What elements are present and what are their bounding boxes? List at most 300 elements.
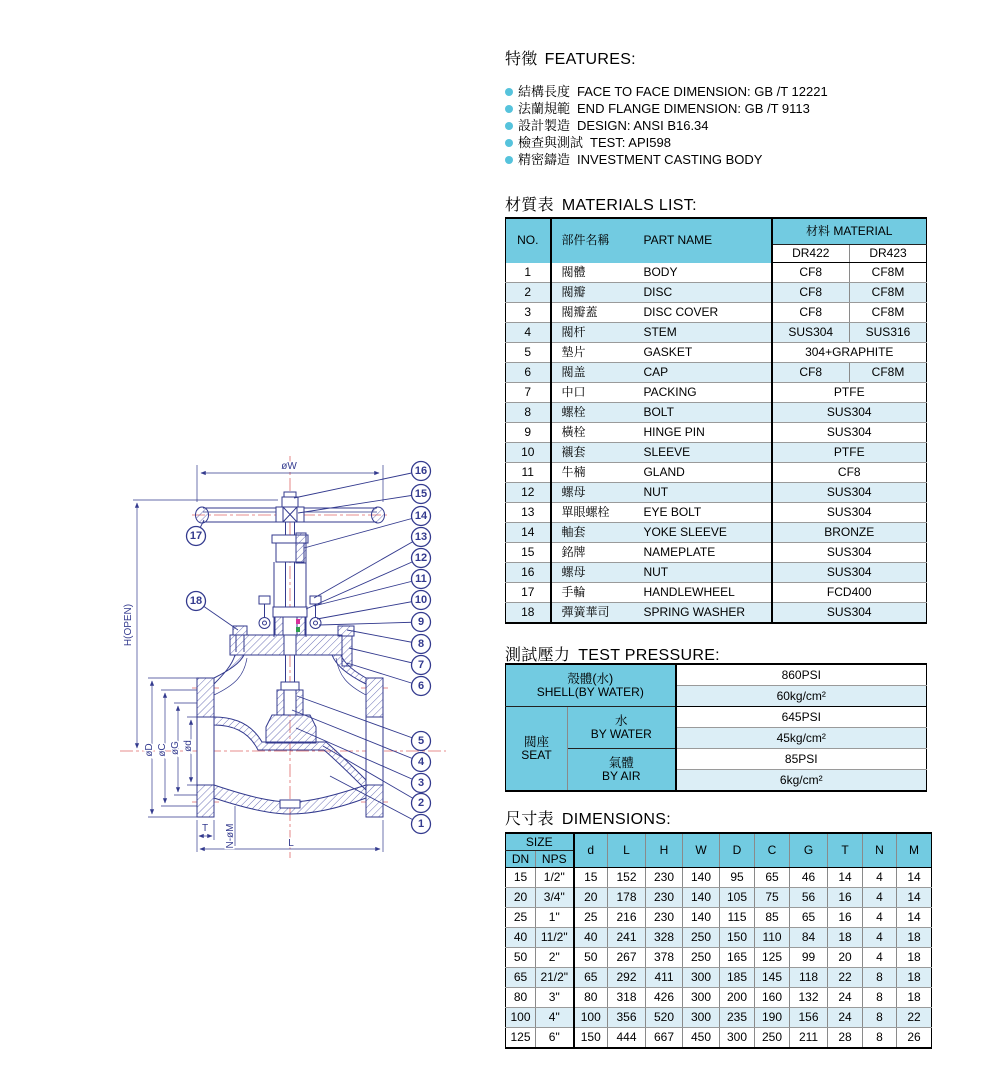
dimension-label-øD: øD (144, 743, 155, 757)
features-list (505, 83, 828, 168)
cell-dim: 20 (828, 948, 863, 968)
cell-dim: 100 (506, 1008, 536, 1028)
svg-text:18: 18 (189, 595, 203, 607)
col-dr423: DR423 (850, 245, 927, 263)
table-row (506, 1028, 932, 1049)
cell-dim: 140 (683, 888, 720, 908)
cell-dim: 426 (646, 988, 683, 1008)
cell-dim: 50 (506, 948, 536, 968)
cell-dim: 4 (863, 888, 897, 908)
dimensions-title-cn: 尺寸表 (505, 811, 554, 828)
callout-balloon-10 (412, 591, 431, 610)
cell-no: 12 (506, 483, 551, 503)
callout-balloon-11 (412, 570, 431, 589)
leader-line (314, 537, 421, 598)
cell-dim: 20 (574, 888, 608, 908)
cell-mat: SUS304 (772, 563, 927, 583)
cell-part: 閥盖 CAP (551, 363, 772, 383)
dimension-label-øW: øW (281, 461, 297, 472)
air-kg: 6kg/cm² (676, 770, 927, 792)
cell-mat: SUS304 (772, 503, 927, 523)
table-row (506, 523, 927, 543)
table-row (506, 283, 927, 303)
svg-text:7: 7 (417, 659, 425, 671)
cell-no: 11 (506, 463, 551, 483)
cell-part: 螺母 NUT (551, 483, 772, 503)
col-dim: D (720, 833, 755, 868)
cell-dim: 56 (790, 888, 828, 908)
table-row (506, 483, 927, 503)
table-row (506, 908, 932, 928)
cell-no: 4 (506, 323, 551, 343)
pressure-title-cn: 測試壓力 (505, 647, 571, 664)
callout-balloon-6 (412, 677, 431, 696)
cell-mat: PTFE (772, 443, 927, 463)
cell-dim: 95 (720, 868, 755, 888)
callout-balloon-3 (412, 774, 431, 793)
cell-dim: 4" (536, 1008, 574, 1028)
cell-dim: 125 (755, 948, 790, 968)
cell-no: 7 (506, 383, 551, 403)
seat-label-cell (506, 707, 568, 792)
feature-item (505, 151, 828, 168)
callout-balloon-2 (412, 794, 431, 813)
cell-no: 15 (506, 543, 551, 563)
cell-dim: 18 (897, 968, 932, 988)
cell-dim: 300 (683, 988, 720, 1008)
table-row (506, 603, 927, 624)
callout-balloon-12 (412, 549, 431, 568)
dimension-label-L: L (288, 838, 294, 849)
cell-dim: 156 (790, 1008, 828, 1028)
cell-part: 銘牌 NAMEPLATE (551, 543, 772, 563)
cell-dim: 22 (828, 968, 863, 988)
leader-line (319, 622, 421, 625)
feature-cn: 結構長度 (518, 84, 571, 99)
features-section (505, 46, 828, 168)
cell-dim: 8 (863, 1008, 897, 1028)
dimension-label-øG: øG (170, 741, 181, 755)
cell-part: 橫栓 HINGE PIN (551, 423, 772, 443)
cell-part: 閥杆 STEM (551, 323, 772, 343)
cell-dim: 241 (608, 928, 646, 948)
leader-line (294, 471, 421, 498)
shell-label-cell (506, 664, 676, 707)
feature-cn: 精密鑄造 (518, 152, 571, 167)
cell-dim: 84 (790, 928, 828, 948)
table-row (506, 888, 932, 908)
cell-dim: 152 (608, 868, 646, 888)
callout-balloon-7 (412, 656, 431, 675)
cell-no: 16 (506, 563, 551, 583)
col-nps: NPS (536, 851, 574, 868)
cell-dim: 3/4" (536, 888, 574, 908)
cell-mat: SUS304 (772, 423, 927, 443)
svg-text:13: 13 (414, 531, 428, 543)
table-row (506, 443, 927, 463)
air-label-en: BY AIR (602, 768, 641, 783)
svg-text:11: 11 (415, 573, 427, 585)
cell-mat2: SUS316 (850, 323, 927, 343)
cell-no: 3 (506, 303, 551, 323)
col-no: NO. (506, 218, 551, 263)
col-size: SIZE (506, 833, 574, 851)
table-row (506, 707, 927, 728)
cell-mat: SUS304 (772, 543, 927, 563)
cell-dim: 18 (897, 988, 932, 1008)
feature-en: DESIGN: ANSI B16.34 (577, 118, 709, 133)
cell-no: 6 (506, 363, 551, 383)
cell-dim: 292 (608, 968, 646, 988)
cell-dim: 2" (536, 948, 574, 968)
cell-dim: 15 (574, 868, 608, 888)
water-label-en: BY WATER (590, 726, 652, 741)
materials-title-en: MATERIALS LIST: (561, 197, 697, 214)
feature-cn: 法蘭規範 (518, 101, 571, 116)
col-dim: W (683, 833, 720, 868)
cell-dim: 22 (897, 1008, 932, 1028)
cell-dim: 328 (646, 928, 683, 948)
features-title (505, 46, 828, 69)
feature-cn: 檢查與測試 (518, 135, 584, 150)
cell-dim: 80 (506, 988, 536, 1008)
table-row (506, 463, 927, 483)
cell-dim: 14 (828, 868, 863, 888)
cell-no: 17 (506, 583, 551, 603)
cell-dim: 40 (574, 928, 608, 948)
pressure-table (505, 663, 927, 792)
cell-no: 13 (506, 503, 551, 523)
leader-line (347, 630, 421, 644)
cell-dim: 24 (828, 988, 863, 1008)
callout-balloon-15 (412, 485, 431, 504)
packing-mark-green (296, 627, 300, 632)
svg-text:16: 16 (414, 465, 428, 477)
cell-dim: 150 (574, 1028, 608, 1049)
cell-mat2: CF8M (850, 363, 927, 383)
feature-item (505, 100, 828, 117)
water-label-cn: 水 (615, 713, 628, 728)
cell-dim: 75 (755, 888, 790, 908)
cell-dim: 250 (683, 928, 720, 948)
cell-mat2: CF8M (850, 263, 927, 283)
water-kg: 45kg/cm² (676, 728, 927, 749)
svg-text:5: 5 (417, 735, 425, 747)
cell-part: 螺母 NUT (551, 563, 772, 583)
table-header-row (506, 833, 932, 851)
svg-text:15: 15 (414, 488, 428, 500)
cell-dim: 11/2" (536, 928, 574, 948)
svg-text:17: 17 (189, 530, 203, 542)
svg-text:8: 8 (417, 638, 425, 650)
col-dim: N (863, 833, 897, 868)
packing-mark-magenta (296, 619, 300, 624)
callout-balloon-18 (187, 592, 206, 611)
cell-dim: 140 (683, 908, 720, 928)
materials-title (505, 192, 697, 215)
cell-dim: 1/2" (536, 868, 574, 888)
leader-line (314, 579, 421, 606)
col-dim: H (646, 833, 683, 868)
cell-dim: 16 (828, 908, 863, 928)
callout-balloon-17 (187, 527, 206, 546)
materials-title-cn: 材質表 (505, 197, 554, 214)
materials-table (505, 217, 927, 624)
cell-dim: 145 (755, 968, 790, 988)
bullet-icon (505, 122, 513, 130)
cell-dim: 14 (897, 888, 932, 908)
cell-part: 閥瓣蓋 DISC COVER (551, 303, 772, 323)
cell-mat1: CF8 (772, 303, 850, 323)
cell-dim: 8 (863, 1028, 897, 1049)
cell-dim: 25 (574, 908, 608, 928)
cell-no: 14 (506, 523, 551, 543)
cell-dim: 250 (683, 948, 720, 968)
table-row (506, 383, 927, 403)
cell-dim: 216 (608, 908, 646, 928)
cell-mat: PTFE (772, 383, 927, 403)
shell-kg: 60kg/cm² (676, 686, 927, 707)
table-row (506, 563, 927, 583)
table-row (506, 749, 927, 770)
cell-dim: 115 (720, 908, 755, 928)
cell-dim: 105 (720, 888, 755, 908)
cell-mat: 304+GRAPHITE (772, 343, 927, 363)
cell-mat: FCD400 (772, 583, 927, 603)
shell-label-cn: 殼體(水) (567, 671, 614, 686)
feature-en: FACE TO FACE DIMENSION: GB /T 12221 (577, 84, 828, 99)
cell-dim: 4 (863, 868, 897, 888)
cell-dim: 26 (897, 1028, 932, 1049)
table-row (506, 303, 927, 323)
dimension-label-N-øM: N-øM (225, 823, 236, 849)
cell-dim: 4 (863, 908, 897, 928)
cell-part: 牛楠 GLAND (551, 463, 772, 483)
cell-dim: 450 (683, 1028, 720, 1049)
callout-balloon-4 (412, 753, 431, 772)
cell-part: 軸套 YOKE SLEEVE (551, 523, 772, 543)
valve-drawing (105, 452, 450, 872)
features-title-cn: 特徵 (505, 51, 538, 68)
leader-line (349, 648, 421, 665)
cell-dim: 150 (720, 928, 755, 948)
cell-dim: 28 (828, 1028, 863, 1049)
col-dn: DN (506, 851, 536, 868)
table-row (506, 664, 927, 686)
cell-dim: 65 (755, 868, 790, 888)
dimension-label-T: T (201, 823, 209, 834)
cell-dim: 18 (828, 928, 863, 948)
cell-dim: 18 (897, 948, 932, 968)
svg-text:4: 4 (417, 756, 425, 768)
col-dim: G (790, 833, 828, 868)
col-dim: M (897, 833, 932, 868)
svg-text:1: 1 (417, 818, 425, 830)
cell-dim: 100 (574, 1008, 608, 1028)
svg-text:12: 12 (414, 552, 428, 564)
svg-text:9: 9 (417, 616, 425, 628)
table-row (506, 543, 927, 563)
svg-text:6: 6 (417, 680, 425, 692)
bullet-icon (505, 139, 513, 147)
cell-mat2: CF8M (850, 303, 927, 323)
col-dim: d (574, 833, 608, 868)
cell-dim: 14 (897, 908, 932, 928)
cell-mat1: CF8 (772, 263, 850, 283)
cell-dim: 14 (897, 868, 932, 888)
cell-dim: 6" (536, 1028, 574, 1049)
table-row (506, 343, 927, 363)
col-dim: C (755, 833, 790, 868)
leader-line (298, 494, 421, 513)
cell-dim: 4 (863, 928, 897, 948)
cell-dim: 178 (608, 888, 646, 908)
callout-balloon-5 (412, 732, 431, 751)
callout-balloon-8 (412, 635, 431, 654)
feature-item (505, 134, 828, 151)
cell-mat1: CF8 (772, 283, 850, 303)
feature-item (505, 83, 828, 100)
cell-dim: 230 (646, 908, 683, 928)
shell-psi: 860PSI (676, 664, 927, 686)
cell-dim: 356 (608, 1008, 646, 1028)
cell-part: 中口 PACKING (551, 383, 772, 403)
cell-dim: 185 (720, 968, 755, 988)
cell-dim: 65 (506, 968, 536, 988)
col-part: 部件名稱 PART NAME (551, 218, 772, 263)
cell-dim: 140 (683, 868, 720, 888)
cell-dim: 190 (755, 1008, 790, 1028)
pressure-title-en: TEST PRESSURE: (578, 647, 720, 664)
cell-dim: 110 (755, 928, 790, 948)
table-row (506, 403, 927, 423)
dimension-label-H(OPEN): H(OPEN) (123, 603, 134, 647)
cell-no: 18 (506, 603, 551, 624)
cell-no: 9 (506, 423, 551, 443)
cell-part: 手輪 HANDLEWHEEL (551, 583, 772, 603)
table-row (506, 948, 932, 968)
feature-en: END FLANGE DIMENSION: GB /T 9113 (577, 101, 810, 116)
table-row (506, 583, 927, 603)
cell-no: 8 (506, 403, 551, 423)
cell-dim: 21/2" (536, 968, 574, 988)
cell-dim: 65 (574, 968, 608, 988)
table-row (506, 503, 927, 523)
cell-dim: 20 (506, 888, 536, 908)
bullet-icon (505, 88, 513, 96)
col-dim: T (828, 833, 863, 868)
cell-dim: 235 (720, 1008, 755, 1028)
table-row (506, 263, 927, 283)
cell-dim: 25 (506, 908, 536, 928)
table-row (506, 323, 927, 343)
cell-no: 1 (506, 263, 551, 283)
col-dr422: DR422 (772, 245, 850, 263)
table-row (506, 1008, 932, 1028)
cell-dim: 1" (536, 908, 574, 928)
cell-dim: 378 (646, 948, 683, 968)
cell-no: 2 (506, 283, 551, 303)
cell-dim: 65 (790, 908, 828, 928)
cell-mat: SUS304 (772, 603, 927, 624)
cell-dim: 250 (755, 1028, 790, 1049)
cell-mat: SUS304 (772, 403, 927, 423)
cell-mat: CF8 (772, 463, 927, 483)
cell-dim: 132 (790, 988, 828, 1008)
cell-mat1: SUS304 (772, 323, 850, 343)
svg-text:2: 2 (417, 797, 425, 809)
cell-dim: 125 (506, 1028, 536, 1049)
cell-dim: 16 (828, 888, 863, 908)
table-row (506, 968, 932, 988)
callout-balloon-1 (412, 815, 431, 834)
cell-dim: 318 (608, 988, 646, 1008)
cell-dim: 24 (828, 1008, 863, 1028)
cell-dim: 200 (720, 988, 755, 1008)
cell-dim: 300 (683, 968, 720, 988)
callout-balloon-14 (412, 507, 431, 526)
pressure-title (505, 642, 720, 665)
table-row (506, 868, 932, 888)
bullet-icon (505, 156, 513, 164)
air-label-cn: 氣體 (608, 755, 634, 770)
col-dim: L (608, 833, 646, 868)
svg-text:3: 3 (417, 777, 425, 789)
feature-cn: 設計製造 (518, 118, 571, 133)
cell-dim: 40 (506, 928, 536, 948)
cell-dim: 520 (646, 1008, 683, 1028)
cell-dim: 8 (863, 988, 897, 1008)
seat-label-en: SEAT (521, 747, 552, 762)
shell-label-en: SHELL(BY WATER) (536, 684, 644, 699)
cell-part: 彈簧華司 SPRING WASHER (551, 603, 772, 624)
cell-dim: 211 (790, 1028, 828, 1049)
col-material: 材料 MATERIAL (772, 218, 927, 245)
cell-dim: 230 (646, 888, 683, 908)
table-row (506, 423, 927, 443)
cell-dim: 118 (790, 968, 828, 988)
feature-en: TEST: API598 (590, 135, 671, 150)
cell-dim: 46 (790, 868, 828, 888)
cell-dim: 300 (683, 1008, 720, 1028)
table-row (506, 928, 932, 948)
leader-line (317, 600, 421, 619)
seat-label-cn: 閥座 (523, 734, 549, 749)
cell-dim: 444 (608, 1028, 646, 1049)
svg-text:14: 14 (414, 510, 428, 522)
dimension-label-ød: ød (183, 740, 194, 752)
cell-part: 單眼螺栓 EYE BOLT (551, 503, 772, 523)
dimensions-title (505, 806, 671, 829)
air-psi: 85PSI (676, 749, 927, 770)
cell-dim: 667 (646, 1028, 683, 1049)
dimension-label-øC: øC (157, 743, 168, 757)
cell-mat: BRONZE (772, 523, 927, 543)
cell-mat1: CF8 (772, 363, 850, 383)
water-label-cell (568, 707, 676, 749)
cell-dim: 165 (720, 948, 755, 968)
cell-dim: 85 (755, 908, 790, 928)
cell-dim: 3" (536, 988, 574, 1008)
callout-balloon-13 (412, 528, 431, 547)
water-psi: 645PSI (676, 707, 927, 728)
cell-mat: SUS304 (772, 483, 927, 503)
feature-en: INVESTMENT CASTING BODY (577, 152, 763, 167)
callout-balloon-9 (412, 613, 431, 632)
cell-no: 5 (506, 343, 551, 363)
cell-mat2: CF8M (850, 283, 927, 303)
cell-dim: 300 (720, 1028, 755, 1049)
